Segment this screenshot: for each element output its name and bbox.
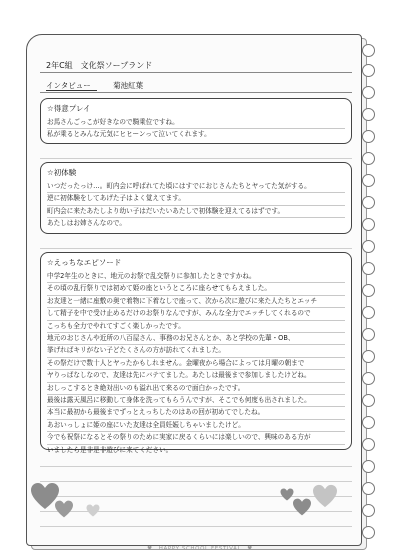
- section-line: して精子を中で受け止めるだけのお祭りなんですが、みんな全力でエッチしてくれるので: [47, 308, 345, 320]
- binder-ring: [362, 416, 375, 429]
- binder-ring: [362, 284, 375, 297]
- section-line: いつだったっけ…。町内会に呼ばれてた頃にはすでにおじさんたちとヤってた気がする。: [47, 181, 345, 193]
- section-line: その頃の乱行祭りでは初めて姫の座というところに座らせてもらえました。: [47, 283, 345, 295]
- binder-ring: [362, 174, 375, 187]
- section-line: あたしはお姉さんなので。: [47, 219, 126, 228]
- heart-icon: [54, 500, 74, 518]
- section-episode: [40, 252, 352, 454]
- binder-ring: [362, 328, 375, 341]
- section-line: 最後は露天風呂に移動して身体を洗ってもらうんですが、そこでも何度も出されました。: [47, 395, 345, 407]
- section-line: おしっこするとき絶対出いのも溢れ出て来るので面白かったです。: [47, 383, 345, 395]
- section-line: 中学2年生のときに、地元のお祭で乱交祭りに参加したときですかね。: [47, 271, 345, 283]
- ruled-lines: [40, 234, 352, 249]
- binder-ring: [362, 306, 375, 319]
- section-line: 本当に最初から最後までずっとえっちしたのはあの回が初めてでしたね。: [47, 407, 345, 419]
- binder-ring: [362, 394, 375, 407]
- section-line: 町内会に来たあたしより幼い子はだいたいあたしで初体験を迎えてるはずです。: [47, 206, 345, 218]
- binder-ring: [362, 86, 375, 99]
- section-title: ☆初体験: [47, 168, 77, 177]
- section-line: お友達と一緒に座敷の奥で着物に下着なしで座って、次から次に遊びに来た人たちとエッチ: [47, 296, 345, 308]
- section-line: 地元のおじさんや近所の八百屋さん、事務のお兄さんとか、あと学校の先輩・OB、: [47, 333, 345, 345]
- binder-ring: [362, 44, 375, 57]
- binder-ring: [362, 130, 375, 143]
- section-line: 挙げればキリがない子どたくさんの方が訪れてくれました。: [47, 345, 345, 357]
- interview-label: インタビュー: [46, 81, 97, 91]
- section-line: その祭だけで数十人とヤったかもしれません。金曜夜から場合によっては月曜の朝まで: [47, 358, 345, 370]
- heart-icon: [292, 498, 312, 516]
- section-first-time: [40, 162, 352, 234]
- heart-icon: [86, 504, 100, 517]
- interviewee-name: 菊池紅葉: [113, 81, 144, 90]
- section-line: こっちも全力でやれてすごく楽しかったです。: [47, 321, 345, 333]
- binder-ring: [362, 64, 375, 77]
- section-line: ヤりっぱなしなので、友達は先にバテてました。あたしは最後まで参加しましたけどね。: [47, 370, 345, 382]
- subheader-underline: [40, 92, 352, 93]
- section-line: 今でも祝祭になるとその祭りのために実家に戻るくらいには楽しいので、興味のある方が: [47, 432, 345, 444]
- binder-ring: [362, 108, 375, 121]
- binder-ring: [362, 152, 375, 165]
- section-line: お馬さんごっこが好きなので騎乗位ですね。: [47, 117, 345, 129]
- binder-ring: [362, 460, 375, 473]
- section-line: 私が乗るとみんな元気にヒヒーンって泣いてくれます。: [47, 130, 211, 139]
- binder-ring: [362, 526, 375, 539]
- section-line: 逆に初体験をしてあげた子はよく覚えてます。: [47, 193, 345, 205]
- ruled-lines: [40, 144, 352, 159]
- interview-header: [46, 80, 143, 91]
- section-title: ☆えっちなエピソード: [47, 258, 122, 267]
- binder-ring: [362, 240, 375, 253]
- binder-ring: [362, 218, 375, 231]
- binder-ring: [362, 482, 375, 495]
- page-title: 2年C組 文化祭ソープランド: [46, 61, 153, 70]
- section-favorite-play: [40, 98, 352, 144]
- binder-ring: [362, 262, 375, 275]
- binder-ring: [362, 504, 375, 517]
- binder-ring: [362, 438, 375, 451]
- binder-rings: [362, 44, 376, 544]
- section-line: あおいっしょに姫の座にいた友達は全員妊娠しちゃいましたけど。: [47, 420, 345, 432]
- footer-text: ♥ HAPPY SCHOOL FESTIVAL ♥: [147, 546, 253, 552]
- section-title: ☆得意プレイ: [47, 104, 91, 113]
- binder-ring: [362, 196, 375, 209]
- title-underline: [40, 72, 352, 73]
- heart-icon: [312, 484, 338, 508]
- section-line: いましたら是非是非遊びに来てください。: [47, 445, 173, 454]
- binder-ring: [362, 372, 375, 385]
- binder-ring: [362, 350, 375, 363]
